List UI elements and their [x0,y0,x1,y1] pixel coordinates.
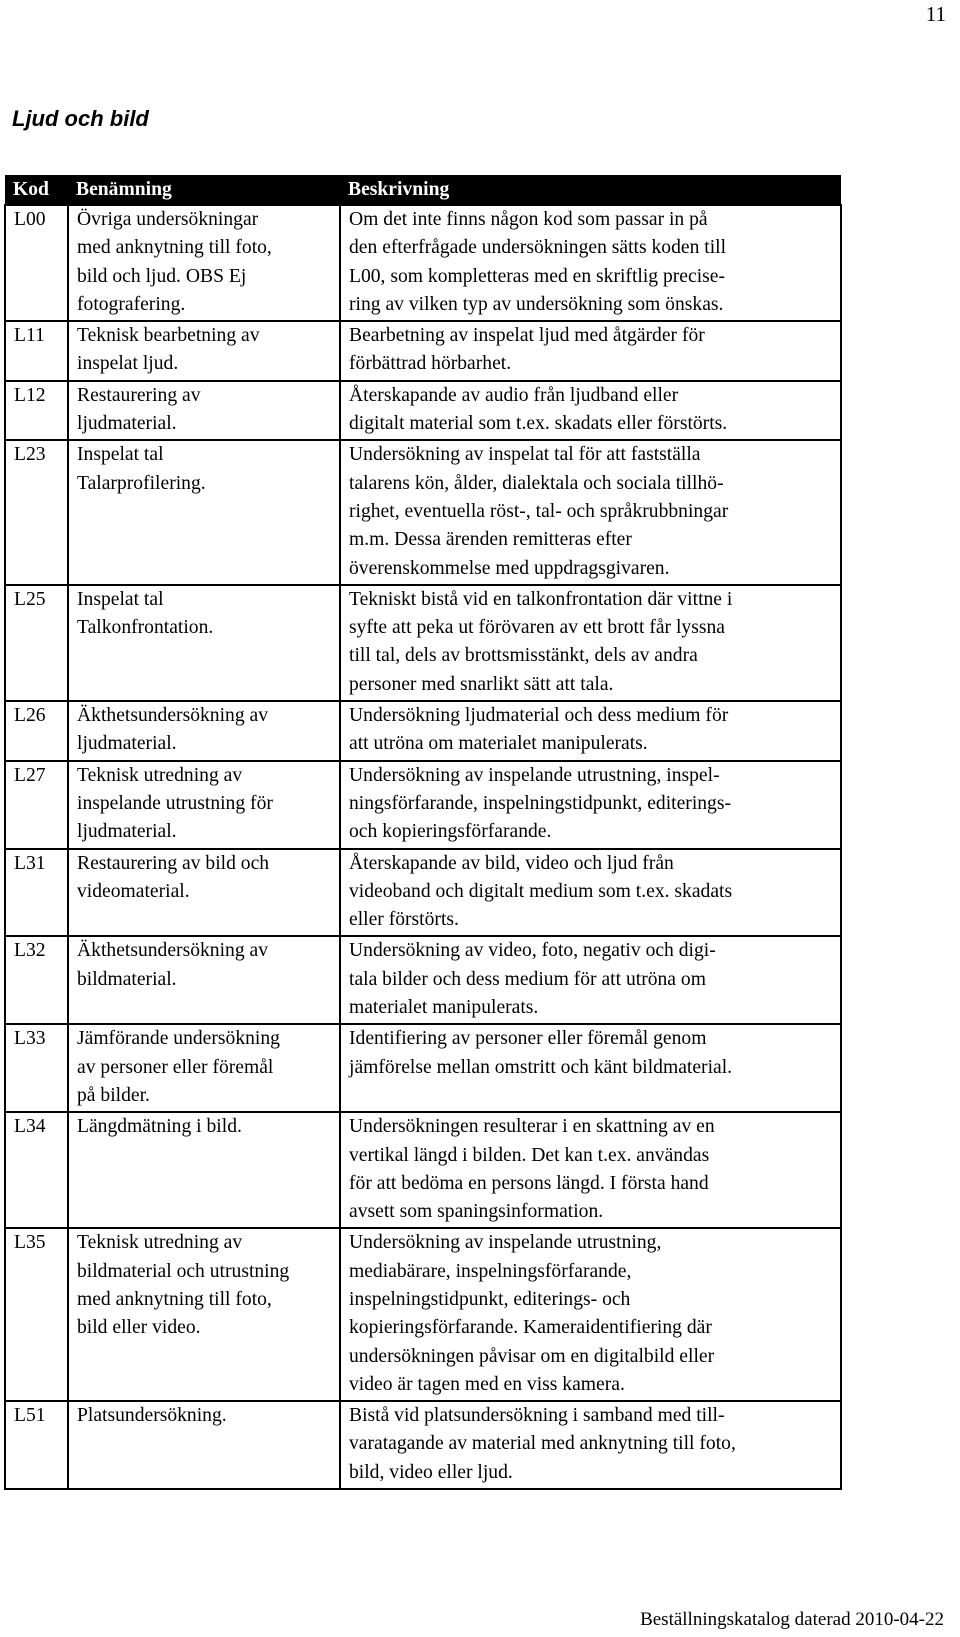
cell-benamning: Teknisk bearbetning av inspelat ljud. [68,321,340,381]
cell-beskrivning: Tekniskt bistå vid en talkonfrontation där vittne i syfte att peka ut förövaren av ett brott får lyssna till tal, dels av brottsmisstänkt, dels av andra personer med snarlikt sätt att tala. [340,585,841,701]
cell-benamning: Äkthetsundersökning av ljudmaterial. [68,701,340,761]
cell-beskrivning: Bearbetning av inspelat ljud med åtgärder för förbättrad hörbarhet. [340,321,841,381]
cell-beskrivning: Undersökning av inspelande utrustning, inspel- ningsförfarande, inspelningstidpunkt, editerings- och kopieringsförfarande. [340,761,841,849]
cell-benamning: Inspelat tal Talarprofilering. [68,440,340,584]
header-benamning: Benämning [68,175,340,205]
cell-beskrivning: Undersökning av video, foto, negativ och digi- tala bilder och dess medium för att utröna om materialet manipulerats. [340,936,841,1024]
cell-kod: L31 [5,849,68,937]
cell-beskrivning: Återskapande av audio från ljudband eller digitalt material som t.ex. skadats eller förstörts. [340,381,841,441]
cell-beskrivning: Bistå vid platsundersökning i samband med till- varatagande av material med anknytning till foto, bild, video eller ljud. [340,1401,841,1489]
footer-catalog-date: Beställningskatalog daterad 2010-04-22 [640,1609,944,1630]
header-beskrivning: Beskrivning [340,175,841,205]
table-row [5,205,841,321]
cell-beskrivning: Identifiering av personer eller föremål genom jämförelse mellan omstritt och känt bildmaterial. [340,1024,841,1112]
cell-kod: L00 [5,205,68,321]
cell-benamning: Övriga undersökningar med anknytning till foto, bild och ljud. OBS Ej fotografering. [68,205,340,321]
cell-beskrivning: Undersökning av inspelande utrustning, mediabärare, inspelningsförfarande, inspelningstidpunkt, editerings- och kopieringsförfarande. Kameraidentifiering där undersökningen påvisar om en digitalbild eller video är tagen med en viss kamera. [340,1228,841,1401]
cell-kod: L35 [5,1228,68,1401]
cell-beskrivning: Om det inte finns någon kod som passar in på den efterfrågade undersökningen sätts koden till L00, som kompletteras med en skriftlig precise- ring av vilken typ av undersökning som önskas. [340,205,841,321]
cell-benamning: Restaurering av ljudmaterial. [68,381,340,441]
cell-kod: L27 [5,761,68,849]
cell-beskrivning: Undersökningen resulterar i en skattning av en vertikal längd i bilden. Det kan t.ex. användas för att bedöma en persons längd. I första hand avsett som spaningsinformation. [340,1112,841,1228]
page-number: 11 [925,2,946,26]
cell-kod: L26 [5,701,68,761]
table-row [5,1112,841,1228]
table-row [5,1401,841,1489]
table-row [5,1228,841,1401]
table-row [5,849,841,937]
cell-kod: L32 [5,936,68,1024]
table-row [5,761,841,849]
table-header-row [5,175,841,205]
cell-kod: L23 [5,440,68,584]
cell-benamning: Teknisk utredning av inspelande utrustning för ljudmaterial. [68,761,340,849]
table-row [5,321,841,381]
cell-kod: L33 [5,1024,68,1112]
table-row [5,1024,841,1112]
cell-kod: L12 [5,381,68,441]
table-row [5,381,841,441]
table-row [5,701,841,761]
cell-benamning: Teknisk utredning av bildmaterial och utrustning med anknytning till foto, bild eller video. [68,1228,340,1401]
table-row [5,440,841,584]
cell-beskrivning: Återskapande av bild, video och ljud från videoband och digitalt medium som t.ex. skadats eller förstörts. [340,849,841,937]
cell-benamning: Äkthetsundersökning av bildmaterial. [68,936,340,1024]
cell-benamning: Jämförande undersökning av personer eller föremål på bilder. [68,1024,340,1112]
cell-kod: L25 [5,585,68,701]
section-title: Ljud och bild [12,106,149,131]
cell-beskrivning: Undersökning av inspelat tal för att fastställa talarens kön, ålder, dialektala och sociala tillhö- righet, eventuella röst-, tal- och språkrubbningar m.m. Dessa ärenden remitteras efter överenskommelse med uppdragsgivaren. [340,440,841,584]
cell-kod: L51 [5,1401,68,1489]
cell-benamning: Inspelat tal Talkonfrontation. [68,585,340,701]
cell-benamning: Restaurering av bild och videomaterial. [68,849,340,937]
table-row [5,585,841,701]
cell-benamning: Längdmätning i bild. [68,1112,340,1228]
cell-benamning: Platsundersökning. [68,1401,340,1489]
catalog-table [4,175,842,1490]
cell-kod: L34 [5,1112,68,1228]
cell-kod: L11 [5,321,68,381]
header-kod: Kod [5,175,68,205]
cell-beskrivning: Undersökning ljudmaterial och dess medium för att utröna om materialet manipulerats. [340,701,841,761]
table-row [5,936,841,1024]
